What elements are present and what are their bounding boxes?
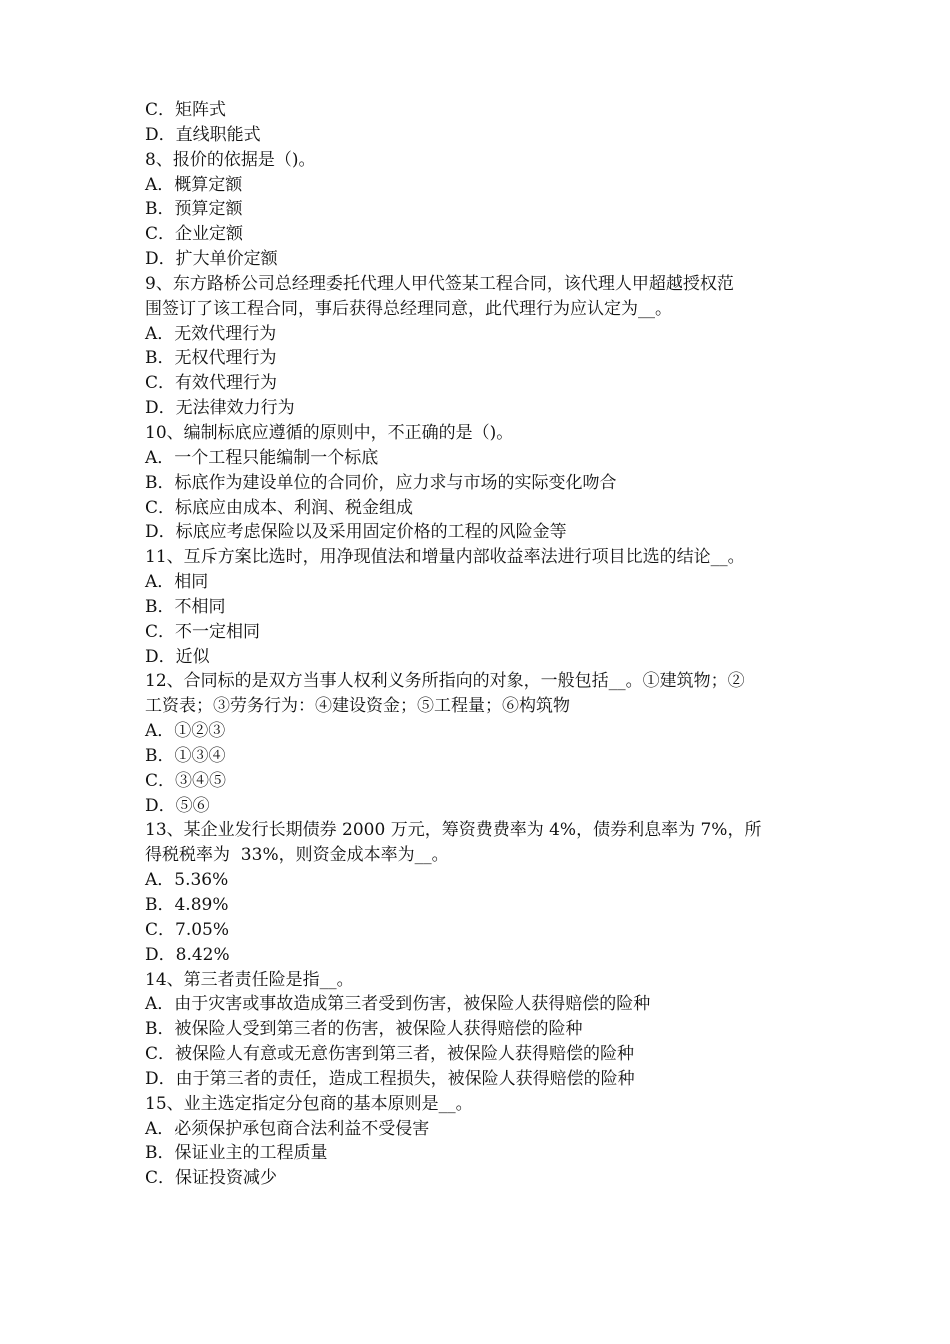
- text-line: 得税税率为 33%，则资金成本率为__。: [145, 845, 449, 866]
- text-line: C．有效代理行为: [145, 373, 278, 394]
- text-line: C．③④⑤: [145, 770, 227, 791]
- text-line: B．预算定额: [145, 199, 243, 220]
- text-line: A．必须保护承包商合法利益不受侵害: [145, 1118, 430, 1139]
- text-line: B．保证业主的工程质量: [145, 1143, 328, 1164]
- text-line: D．扩大单价定额: [145, 249, 278, 270]
- text-line: B．4.89%: [145, 895, 229, 915]
- text-line: A．①②③: [145, 721, 226, 742]
- text-line: D．无法律效力行为: [145, 398, 295, 419]
- question-13: 13、某企业发行长期债券 2000 万元，筹资费费率为 4%，债券利息率为 7%，所: [145, 820, 762, 841]
- text-line: B．被保险人受到第三者的伤害，被保险人获得赔偿的险种: [145, 1019, 583, 1040]
- text-line: D．由于第三者的责任，造成工程损失，被保险人获得赔偿的险种: [145, 1068, 635, 1089]
- text-line: C．矩阵式: [145, 100, 227, 120]
- text-line: D．近似: [145, 646, 210, 667]
- text-line: A．一个工程只能编制一个标底: [145, 447, 379, 468]
- text-line: B．①③④: [145, 745, 226, 766]
- text-line: A．概算定额: [145, 174, 243, 195]
- question-10: 10、编制标底应遵循的原则中，不正确的是（)。: [145, 422, 514, 443]
- text-line: B．不相同: [145, 596, 226, 617]
- text-line: D．⑤⑥: [145, 795, 210, 816]
- text-line: D．直线职能式: [145, 124, 261, 145]
- text-line: D．标底应考虑保险以及采用固定价格的工程的风险金等: [145, 522, 567, 543]
- text-line: A．相同: [145, 572, 209, 593]
- text-line: C．企业定额: [145, 224, 244, 245]
- text-line: B．标底作为建设单位的合同价，应力求与市场的实际变化吻合: [145, 472, 617, 493]
- text-line: C．保证投资减少: [145, 1168, 278, 1189]
- question-12: 12、合同标的是双方当事人权利义务所指向的对象，一般包括__。①建筑物；②: [145, 671, 745, 692]
- text-line: 围签订了该工程合同，事后获得总经理同意，此代理行为应认定为__。: [145, 298, 672, 319]
- text-line: A．由于灾害或事故造成第三者受到伤害，被保险人获得赔偿的险种: [145, 994, 651, 1015]
- text-line: 工资表；③劳务行为：④建设资金；⑤工程量；⑥构筑物: [145, 696, 570, 717]
- text-line: B．无权代理行为: [145, 348, 277, 369]
- question-11: 11、互斥方案比选时，用净现值法和增量内部收益率法进行项目比选的结论__。: [145, 547, 745, 568]
- text-line: C．标底应由成本、利润、税金组成: [145, 497, 414, 518]
- text-line: A．5.36%: [145, 870, 229, 891]
- text-line: C．被保险人有意或无意伤害到第三者，被保险人获得赔偿的险种: [145, 1044, 635, 1065]
- question-14: 14、第三者责任险是指__。: [145, 969, 354, 990]
- question-9: 9、东方路桥公司总经理委托代理人甲代签某工程合同，该代理人甲超越授权范: [145, 273, 734, 294]
- text-line: D．8.42%: [145, 944, 230, 965]
- question-8: 8、报价的依据是（)。: [145, 149, 316, 170]
- document-body: [145, 98, 815, 1191]
- question-15: 15、业主选定指定分包商的基本原则是__。: [145, 1093, 473, 1114]
- text-line: A．无效代理行为: [145, 323, 277, 344]
- text-line: C．不一定相同: [145, 621, 261, 642]
- text-line: C．7.05%: [145, 919, 230, 940]
